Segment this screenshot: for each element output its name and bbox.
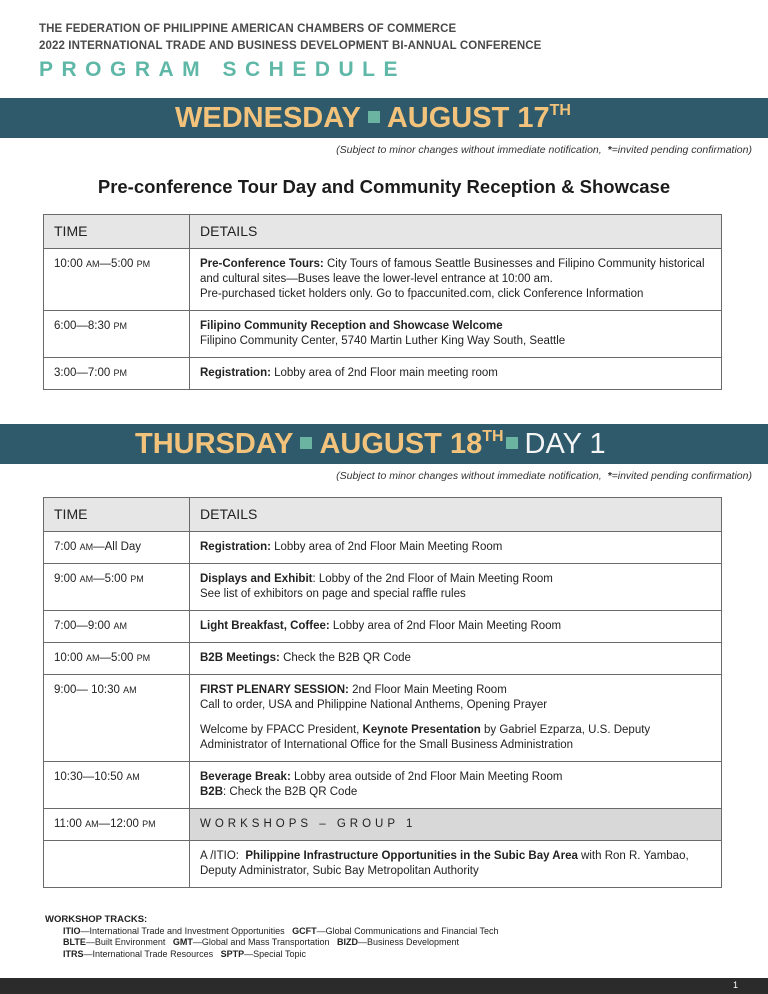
table-header <box>44 215 722 249</box>
table-row <box>44 532 722 564</box>
date: AUGUST 17 <box>386 102 550 134</box>
workshop-group-header: WORKSHOPS – GROUP 1 <box>190 809 722 841</box>
details-cell: FIRST PLENARY SESSION: 2nd Floor Main Meeting Room Call to order, USA and Philippine National Anthems, Opening Prayer Welcome by FPACC President, Keynote Presentation by Gabriel Ezparza, U.S. Deputy Administrator of International Office for the Small Business Administration <box>190 675 722 762</box>
details-cell: B2B Meetings: Check the B2B QR Code <box>190 643 722 675</box>
square-bullet-icon <box>368 111 380 123</box>
details-cell: Light Breakfast, Coffee: Lobby area of 2nd Floor Main Meeting Room <box>190 611 722 643</box>
day-banner-thursday <box>0 424 768 464</box>
time-cell: 7:00 AM—All Day <box>44 532 190 564</box>
time-cell: 11:00 AM—12:00 PM <box>44 809 190 841</box>
section-title: Pre-conference Tour Day and Community Reception & Showcase <box>97 176 671 197</box>
table-row <box>44 311 722 358</box>
time-cell: 7:00—9:00 AM <box>44 611 190 643</box>
details-cell: Beverage Break: Lobby area outside of 2nd Floor Main Meeting Room B2B: Check the B2B QR Code <box>190 762 722 809</box>
date-suffix: TH <box>482 428 504 445</box>
time-cell: 10:00 AM—5:00 PM <box>44 643 190 675</box>
time-cell: 10:00 AM—5:00 PM <box>44 249 190 311</box>
table-row <box>44 841 722 888</box>
table-row <box>44 643 722 675</box>
time-cell: 9:00— 10:30 AM <box>44 675 190 762</box>
tracks-title: WORKSHOP TRACKS: <box>45 914 148 925</box>
footer-bar <box>0 978 768 994</box>
schedule-table-thursday <box>43 497 722 888</box>
weekday: THURSDAY <box>135 428 294 460</box>
time-cell: 6:00—8:30 PM <box>44 311 190 358</box>
col-time: TIME <box>44 498 190 532</box>
details-cell: A /ITIO: Philippine Infrastructure Opportunities in the Subic Bay Area with Ron R. Yambao, Deputy Administrator, Subic Bay Metropolitan Authority <box>190 841 722 888</box>
tracks-row: ITIO—International Trade and Investment Opportunities GCFT—Global Communications and Financial Tech <box>63 925 499 936</box>
square-bullet-icon <box>300 437 312 449</box>
table-row <box>44 249 722 311</box>
conference-name: 2022 INTERNATIONAL TRADE AND BUSINESS DEVELOPMENT BI-ANNUAL CONFERENCE <box>39 40 542 52</box>
table-row <box>44 809 722 841</box>
table-header <box>44 498 722 532</box>
time-cell: 10:30—10:50 AM <box>44 762 190 809</box>
table-row <box>44 358 722 390</box>
col-details: DETAILS <box>190 215 722 249</box>
tracks-row: BLTE—Built Environment GMT—Global and Mass Transportation BIZD—Business Development <box>63 937 460 947</box>
workshop-tracks <box>45 914 499 960</box>
details-cell: Registration: Lobby area of 2nd Floor main meeting room <box>190 358 722 390</box>
table-row <box>44 564 722 611</box>
subject-note: (Subject to minor changes without immediate notification, *=invited pending confirmation) <box>336 470 752 482</box>
table-row <box>44 611 722 643</box>
day-banner-wednesday <box>0 98 768 138</box>
program-schedule-title: PROGRAM SCHEDULE <box>39 58 407 81</box>
org-name: THE FEDERATION OF PHILIPPINE AMERICAN CHAMBERS OF COMMERCE <box>39 23 457 35</box>
table-row <box>44 675 722 762</box>
time-cell: 9:00 AM—5:00 PM <box>44 564 190 611</box>
date: AUGUST 18 <box>319 428 483 460</box>
details-cell: Pre-Conference Tours: City Tours of famous Seattle Businesses and Filipino Community historical and cultural sites—Buses leave the lower-level entrance at 10:00 am. Pre-purchased ticket holders only. Go to fpaccunited.com, click Conference Information <box>190 249 722 311</box>
square-bullet-icon <box>506 437 518 449</box>
details-cell: Displays and Exhibit: Lobby of the 2nd Floor of Main Meeting Room See list of exhibitors on page and special raffle rules <box>190 564 722 611</box>
schedule-table-wednesday <box>43 214 722 390</box>
table-row <box>44 762 722 809</box>
details-cell: Registration: Lobby area of 2nd Floor Main Meeting Room <box>190 532 722 564</box>
weekday: WEDNESDAY <box>175 102 361 134</box>
date-suffix: TH <box>549 102 571 119</box>
col-details: DETAILS <box>190 498 722 532</box>
subject-note: (Subject to minor changes without immediate notification, *=invited pending confirmation) <box>336 144 752 156</box>
details-cell: Filipino Community Reception and Showcase Welcome Filipino Community Center, 5740 Martin Luther King Way South, Seattle <box>190 311 722 358</box>
time-cell: 3:00—7:00 PM <box>44 358 190 390</box>
time-cell <box>44 841 190 888</box>
tracks-row: ITRS—International Trade Resources SPTP—Special Topic <box>63 948 306 959</box>
page-number: 1 <box>732 980 738 990</box>
col-time: TIME <box>44 215 190 249</box>
day-label: DAY 1 <box>524 428 606 460</box>
